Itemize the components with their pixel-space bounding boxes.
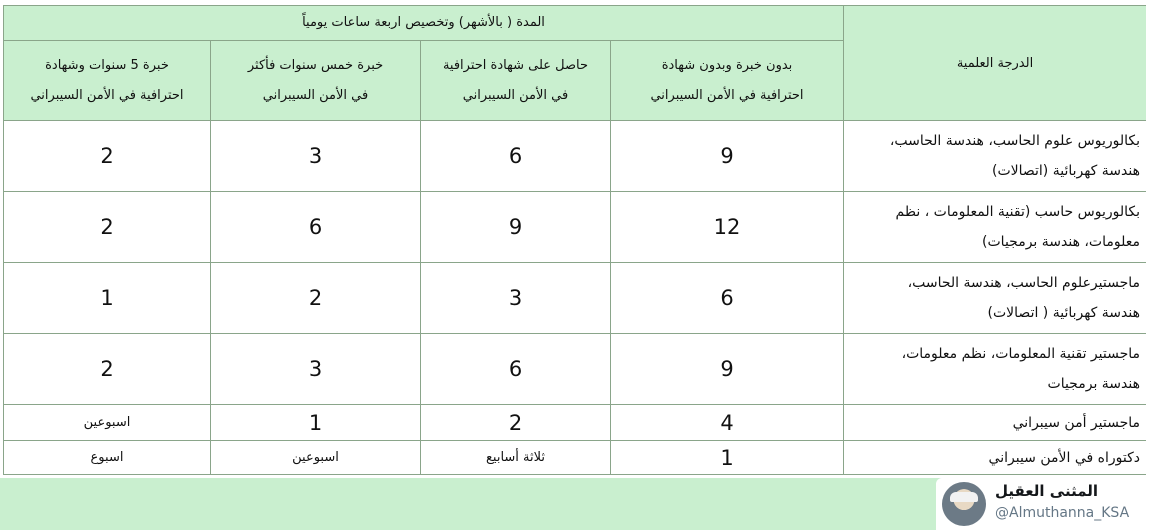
value-cell: 1 <box>611 441 844 475</box>
column-header-line: بدون خبرة وبدون شهادة <box>661 57 793 73</box>
value-cell: 6 <box>421 334 611 405</box>
value-cell: 6 <box>611 263 844 334</box>
value-cell: 12 <box>611 192 844 263</box>
value-cell: اسبوع <box>4 441 211 475</box>
degree-line: هندسة كهربائية (اتصالات) <box>991 163 1140 179</box>
table-row <box>4 192 1147 263</box>
value-cell: 2 <box>4 192 211 263</box>
value-cell: 3 <box>211 121 421 192</box>
value-cell: ثلاثة أسابيع <box>421 441 611 475</box>
value-cell: 6 <box>211 192 421 263</box>
value-cell: 3 <box>421 263 611 334</box>
duration-table <box>3 5 1147 475</box>
table-row <box>4 263 1147 334</box>
column-header-line: احترافية في الأمن السيبراني <box>650 87 804 103</box>
degree-cell <box>844 405 1147 441</box>
value-cell: اسبوعين <box>211 441 421 475</box>
avatar-headwear-icon <box>950 492 978 502</box>
column-header <box>4 41 211 121</box>
column-header <box>211 41 421 121</box>
degree-cell <box>844 263 1147 334</box>
value-cell: 2 <box>4 334 211 405</box>
degree-header: الدرجة العلمية <box>844 6 1147 121</box>
degree-line: دكتوراه في الأمن سيبراني <box>988 449 1140 466</box>
degree-line: ماجستير أمن سيبراني <box>1012 414 1140 431</box>
degree-cell <box>844 121 1147 192</box>
avatar[interactable] <box>942 482 986 526</box>
value-cell: 1 <box>211 405 421 441</box>
account-name[interactable]: المثنى العقيل <box>995 482 1099 500</box>
value-cell: 2 <box>4 121 211 192</box>
column-header <box>611 41 844 121</box>
degree-cell <box>844 192 1147 263</box>
value-cell: 9 <box>611 121 844 192</box>
column-header-line: احترافية في الأمن السيبراني <box>30 87 184 103</box>
sheet-edge <box>1146 0 1150 478</box>
value-cell: اسبوعين <box>4 405 211 441</box>
degree-cell <box>844 334 1147 405</box>
table-row <box>4 334 1147 405</box>
column-header-line: في الأمن السيبراني <box>262 87 369 103</box>
column-header <box>421 41 611 121</box>
degree-line: معلومات، هندسة برمجيات) <box>982 234 1140 250</box>
account-handle[interactable]: @Almuthanna_KSA <box>995 505 1130 521</box>
degree-line: هندسة كهربائية ( اتصالات) <box>987 305 1140 321</box>
value-cell: 6 <box>421 121 611 192</box>
degree-line: بكالوريوس علوم الحاسب، هندسة الحاسب، <box>889 133 1140 149</box>
table-row <box>4 405 1147 441</box>
value-cell: 3 <box>211 334 421 405</box>
column-header-line: حاصل على شهادة احترافية <box>442 57 589 73</box>
value-cell: 4 <box>611 405 844 441</box>
value-cell: 2 <box>421 405 611 441</box>
value-cell: 1 <box>4 263 211 334</box>
degree-line: بكالوريوس حاسب (تقنية المعلومات ، نظم <box>895 204 1140 220</box>
degree-line: ماجستير تقنية المعلومات، نظم معلومات، <box>901 346 1140 362</box>
duration-header: المدة ( بالأشهر) وتخصيص اربعة ساعات يومياً <box>4 6 844 41</box>
value-cell: 2 <box>211 263 421 334</box>
table-row <box>4 441 1147 475</box>
column-header-line: خبرة 5 سنوات وشهادة <box>45 57 169 73</box>
value-cell: 9 <box>611 334 844 405</box>
degree-cell <box>844 441 1147 475</box>
column-header-line: في الأمن السيبراني <box>462 87 569 103</box>
column-header-line: خبرة خمس سنوات فأكثر <box>247 57 384 73</box>
table-row <box>4 121 1147 192</box>
value-cell: 9 <box>421 192 611 263</box>
degree-line: هندسة برمجيات <box>1047 376 1140 392</box>
degree-line: ماجستيرعلوم الحاسب، هندسة الحاسب، <box>907 275 1140 291</box>
